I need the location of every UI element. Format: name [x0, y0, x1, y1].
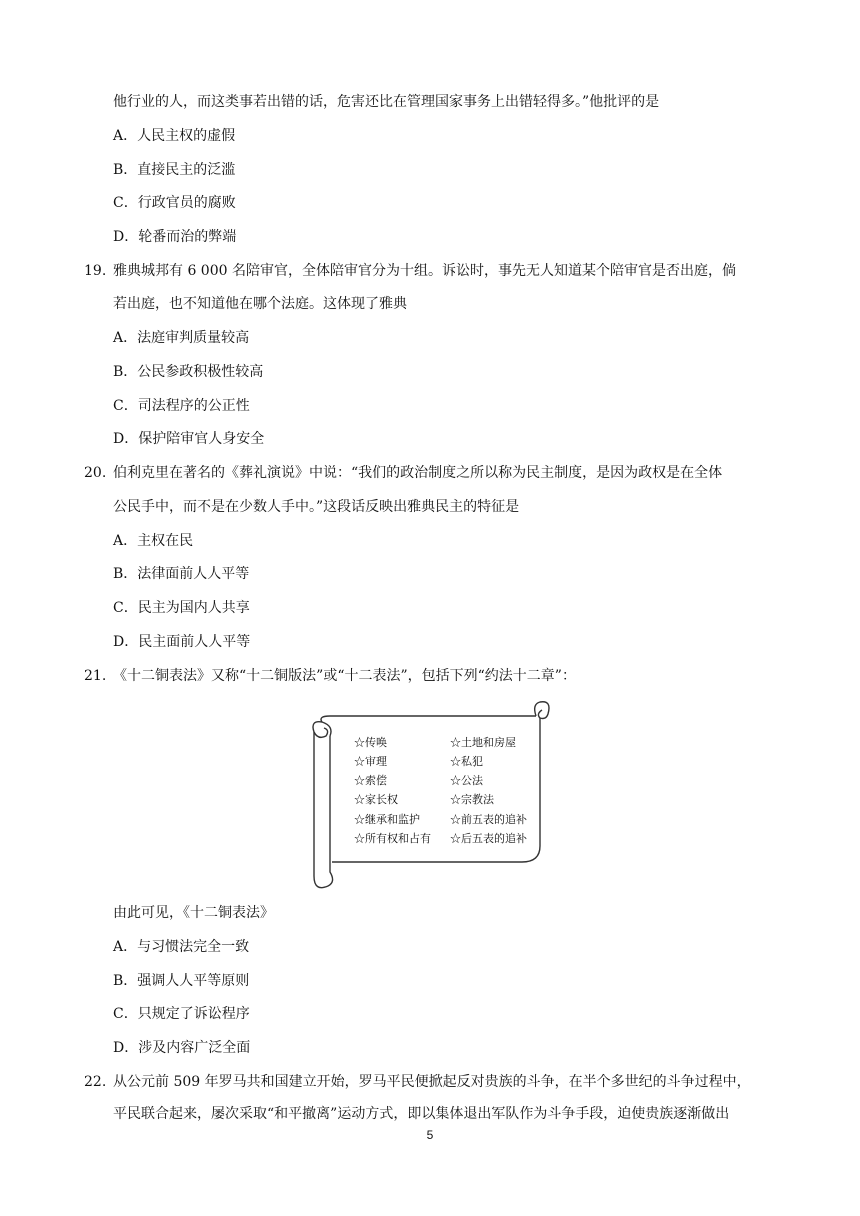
q19-option-d: D．保护陪审官人身安全 [113, 431, 265, 447]
scroll-item-right-2: ☆私犯 [450, 755, 483, 768]
scroll-item-left-5: ☆继承和监护 [354, 813, 420, 826]
q18-option-d: D．轮番而治的弊端 [113, 229, 237, 245]
q19-option-b: B．公民参政积极性较高 [113, 364, 264, 380]
q21-after-figure: 由此可见，《十二铜表法》 [113, 905, 274, 921]
scroll-item-right-6: ☆后五表的追补 [450, 832, 527, 845]
q20-option-b: B．法律面前人人平等 [113, 566, 250, 582]
q22-text-line2: 平民联合起来，屡次采取“和平撤离”运动方式，即以集体退出军队作为斗争手段，迫使贵族逐渐做出 [113, 1106, 730, 1122]
q21-number: 21. [84, 668, 107, 684]
scroll-item-right-5: ☆前五表的追补 [450, 813, 527, 826]
scroll-item-left-6: ☆所有权和占有 [354, 832, 431, 845]
scroll-item-right-1: ☆土地和房屋 [450, 736, 516, 749]
scroll-figure [308, 696, 552, 892]
scroll-item-left-4: ☆家长权 [354, 793, 398, 806]
q20-text-line1: 伯利克里在著名的《葬礼演说》中说：“我们的政治制度之所以称为民主制度，是因为政权是在全体 [113, 465, 723, 481]
q19-option-c: C．司法程序的公正性 [113, 398, 250, 414]
scroll-item-left-2: ☆审理 [354, 755, 387, 768]
q20-option-d: D．民主面前人人平等 [113, 634, 251, 650]
q18-text-continuation: 他行业的人，而这类事若出错的话，危害还比在管理国家事务上出错轻得多。”他批评的是 [113, 94, 660, 110]
q18-option-b: B．直接民主的泛滥 [113, 162, 236, 178]
q22-number: 22. [84, 1074, 107, 1090]
q20-text-line2: 公民手中，而不是在少数人手中。”这段话反映出雅典民主的特征是 [113, 499, 520, 515]
q21-option-d: D．涉及内容广泛全面 [113, 1040, 251, 1056]
q21-option-c: C．只规定了诉讼程序 [113, 1006, 250, 1022]
q21-text-line1: 《十二铜表法》又称“十二铜版法”或“十二表法”，包括下列“约法十二章”： [113, 668, 576, 684]
q19-text-line1: 雅典城邦有 6 000 名陪审官，全体陪审官分为十组。诉讼时，事先无人知道某个陪审官是否出庭，倘 [113, 263, 736, 279]
q18-option-a: A．人民主权的虚假 [113, 128, 236, 144]
q19-option-a: A．法庭审判质量较高 [113, 330, 250, 346]
scroll-item-right-4: ☆宗教法 [450, 793, 494, 806]
q20-option-c: C．民主为国内人共享 [113, 600, 250, 616]
q19-number: 19. [84, 263, 107, 279]
scroll-item-left-1: ☆传唤 [354, 736, 387, 749]
q21-option-b: B．强调人人平等原则 [113, 973, 250, 989]
q20-option-a: A．主权在民 [113, 533, 194, 549]
scroll-outline [308, 696, 552, 892]
scroll-item-right-3: ☆公法 [450, 774, 483, 787]
q18-option-c: C．行政官员的腐败 [113, 195, 236, 211]
q20-number: 20. [84, 465, 107, 481]
q19-text-line2: 若出庭，也不知道他在哪个法庭。这体现了雅典 [113, 296, 407, 312]
q21-option-a: A．与习惯法完全一致 [113, 939, 250, 955]
scroll-item-left-3: ☆索偿 [354, 774, 387, 787]
q22-text-line1: 从公元前 509 年罗马共和国建立开始，罗马平民便掀起反对贵族的斗争，在半个多世纪的斗争过程中， [113, 1074, 751, 1090]
page-number: 5 [426, 1128, 434, 1142]
